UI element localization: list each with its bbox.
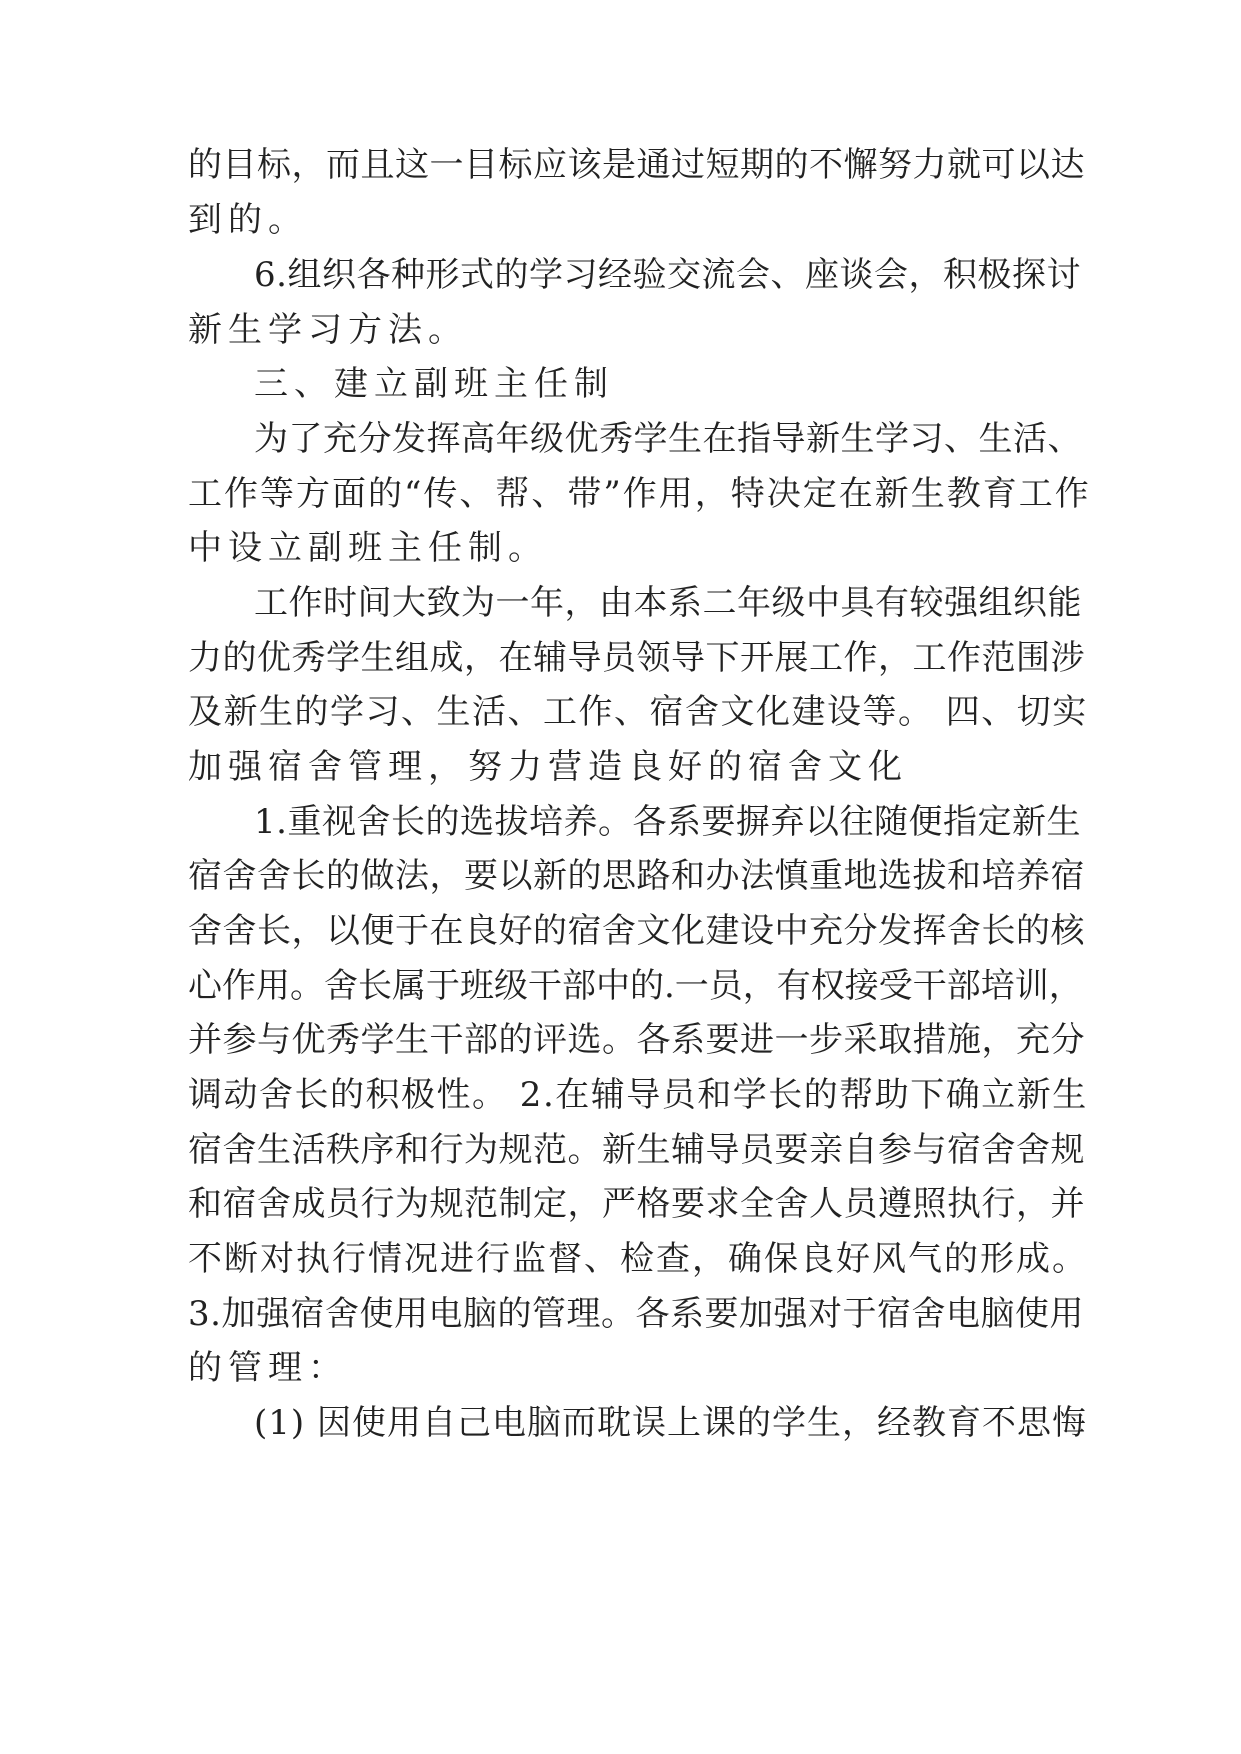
text-line-13: 1.重视舍长的选拔培养。各系要摒弃以往随便指定新生 xyxy=(254,802,1081,842)
section-heading-3: 三、建立副班主任制 xyxy=(254,364,614,404)
text-line-19: 宿舍生活秩序和行为规范。新生辅导员要亲自参与宿舍舍规 xyxy=(188,1130,1085,1170)
text-line-22: 3.加强宿舍使用电脑的管理。各系要加强对于宿舍电脑使用 xyxy=(188,1294,1084,1334)
text-line-14: 宿舍舍长的做法，要以新的思路和办法慎重地选拔和培养宿 xyxy=(188,856,1085,896)
text-line-6: 为了充分发挥高年级优秀学生在指导新生学习、生活、 xyxy=(254,419,1082,459)
text-line-11: 及新生的学习、生活、工作、宿舍文化建设等。 四、切实 xyxy=(188,692,1088,732)
text-line-24: (1) 因使用自己电脑而耽误上课的学生，经教育不思悔 xyxy=(254,1403,1087,1443)
text-line-2: 到的。 xyxy=(188,200,308,240)
text-line-10: 力的优秀学生组成，在辅导员领导下开展工作，工作范围涉 xyxy=(188,638,1085,678)
text-line-18: 调动舍长的积极性。 2.在辅导员和学长的帮助下确立新生 xyxy=(188,1075,1088,1115)
text-line-1: 的目标，而且这一目标应该是通过短期的不懈努力就可以达 xyxy=(188,145,1085,185)
text-line-9: 工作时间大致为一年，由本系二年级中具有较强组织能 xyxy=(254,583,1082,623)
text-line-21: 不断对执行情况进行监督、检查，确保良好风气的形成。 xyxy=(188,1239,1088,1279)
text-line-3: 6.组织各种形式的学习经验交流会、座谈会，积极探讨 xyxy=(254,255,1081,295)
text-line-7: 工作等方面的“传、帮、带”作用，特决定在新生教育工作 xyxy=(188,474,1091,514)
text-line-8: 中设立副班主任制。 xyxy=(188,528,548,568)
text-line-15: 舍舍长，以便于在良好的宿舍文化建设中充分发挥舍长的核 xyxy=(188,911,1085,951)
text-line-17: 并参与优秀学生干部的评选。各系要进一步采取措施，充分 xyxy=(188,1020,1085,1060)
text-line-4: 新生学习方法。 xyxy=(188,310,468,350)
text-line-23: 的管理： xyxy=(188,1348,348,1388)
text-line-12: 加强宿舍管理，努力营造良好的宿舍文化 xyxy=(188,747,908,787)
text-line-20: 和宿舍成员行为规范制定，严格要求全舍人员遵照执行，并 xyxy=(188,1184,1085,1224)
text-line-16: 心作用。舍长属于班级干部中的.一员，有权接受干部培训， xyxy=(188,966,1083,1006)
